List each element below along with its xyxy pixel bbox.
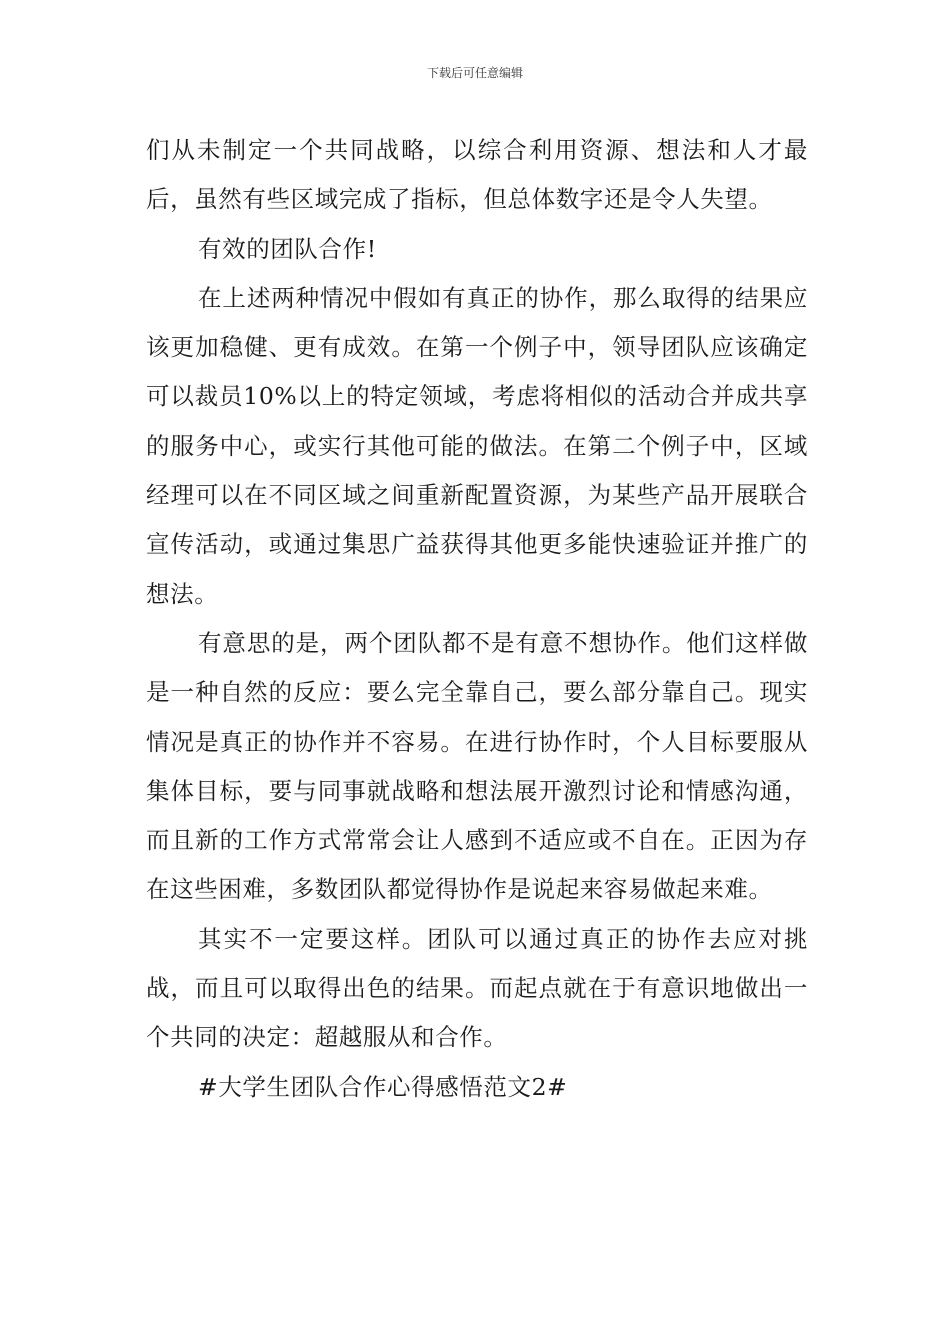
paragraph-heading-teamwork: 有效的团队合作!: [198, 234, 377, 263]
paragraph-continued: 们从未制定一个共同战略，以综合利用资源、想法和人才最后，虽然有些区域完成了指标，但总体数字还是令人失望。: [146, 136, 808, 214]
paragraph-conclusion: 其实不一定要这样。团队可以通过真正的协作去应对挑战，而且可以取得出色的结果。而起点就在于有意识地做出一个共同的决定：超越服从和合作。: [146, 924, 808, 1052]
page-header-note: 下载后可任意编辑: [426, 66, 523, 80]
paragraph-collaboration-difficulty: 有意思的是，两个团队都不是有意不想协作。他们这样做是一种自然的反应：要么完全靠自己，要么部分靠自己。现实情况是真正的协作并不容易。在进行协作时，个人目标要服从集体目标，要与同事就战略和想法展开激烈讨论和情感沟通，而且新的工作方式常常会让人感到不适应或不自在。正因为存在这些困难，多数团队都觉得协作是说起来容易做起来难。: [146, 628, 808, 904]
section-title-essay-2: #大学生团队合作心得感悟范文2#: [198, 1072, 568, 1101]
document-body: [146, 126, 808, 1112]
paragraph-collaboration-examples: 在上述两种情况中假如有真正的协作，那么取得的结果应该更加稳健、更有成效。在第一个例子中，领导团队应该确定可以裁员10%以上的特定领域，考虑将相似的活动合并成共享的服务中心，或实行其他可能的做法。在第二个例子中，区域经理可以在不同区域之间重新配置资源，为某些产品开展联合宣传活动，或通过集思广益获得其他更多能快速验证并推广的想法。: [146, 283, 808, 608]
